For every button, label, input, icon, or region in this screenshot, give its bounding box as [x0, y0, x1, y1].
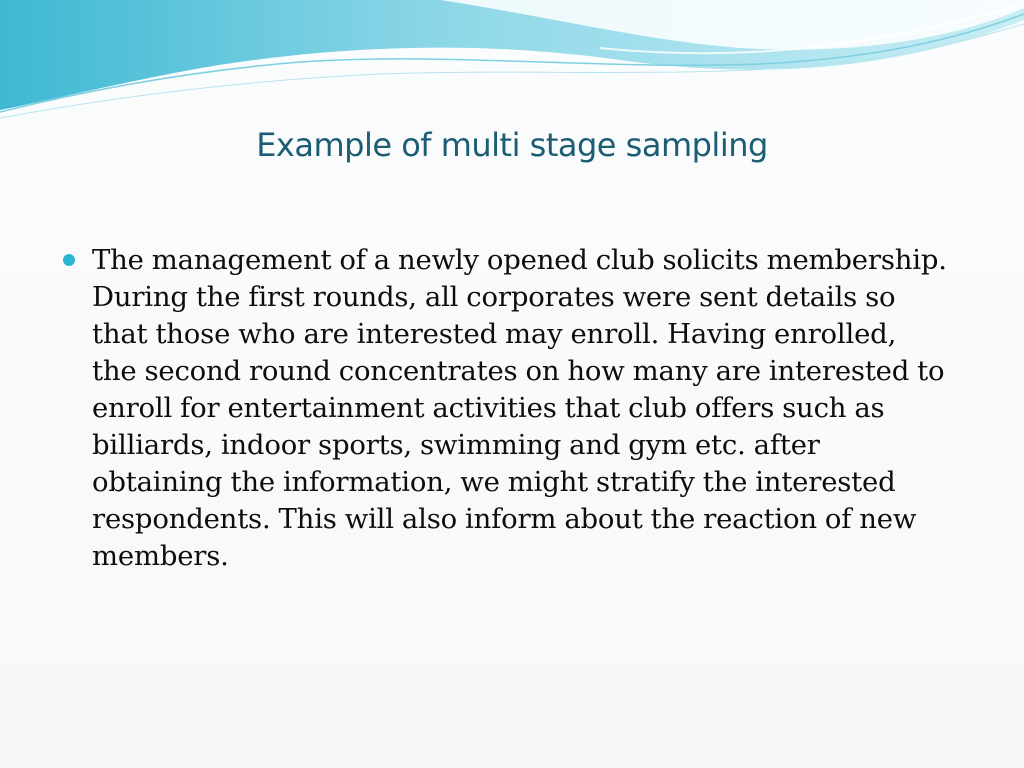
header-wave-decoration [0, 0, 1024, 130]
bullet-dot-icon [63, 254, 75, 266]
bullet-text: The management of a newly opened club solicits membership. During the first rounds, all corporates were sent details so that those who are interested may enroll. Having enrolled, the second round concentrates on how many are interested to enroll for entertainment activities that club offers such as billiards, indoor sports, swimming and gym etc. after obtaining the information, we might stratify the interested respondents. This will also inform about the reaction of new members. [92, 244, 947, 572]
list-item [58, 242, 948, 575]
slide-title: Example of multi stage sampling [256, 126, 768, 164]
bullet-list [58, 242, 948, 575]
